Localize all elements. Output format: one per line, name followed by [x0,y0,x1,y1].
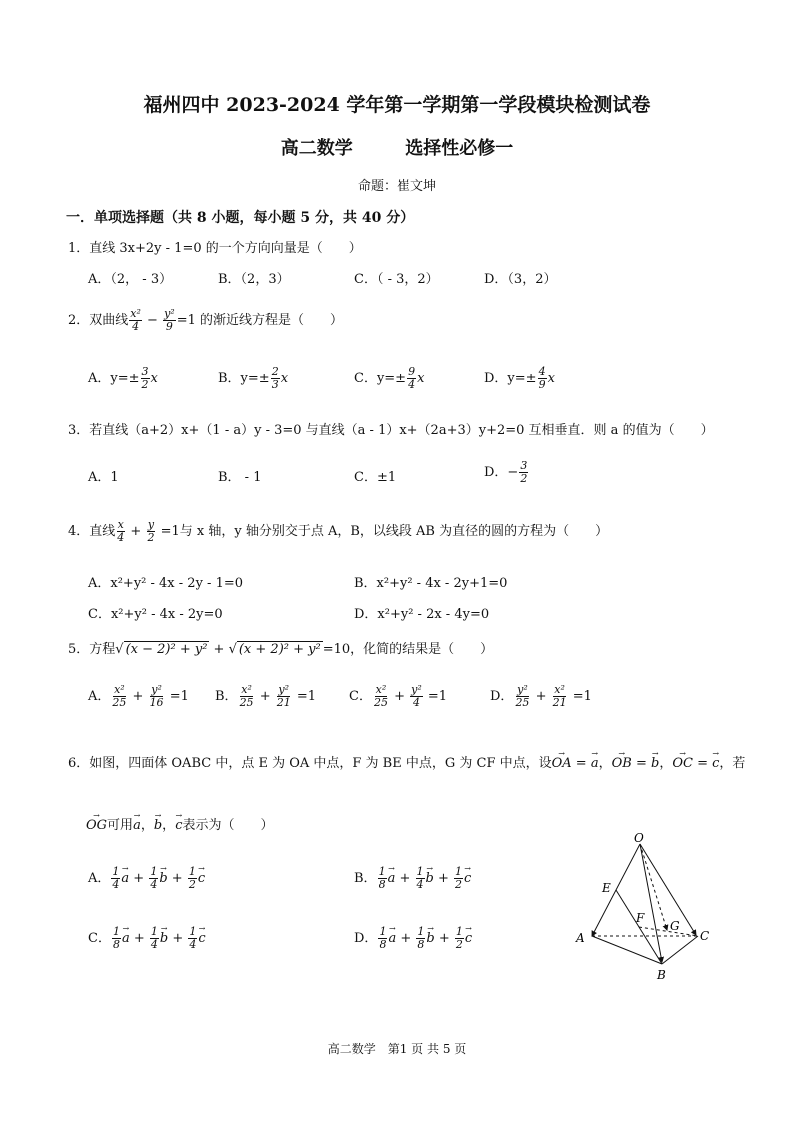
label-a: A [576,931,585,945]
q6-stem-line2: → OG可用→ a，→ b，→ c表示为（ ） [86,814,273,833]
exam-subtitle [0,134,794,160]
q4-option-d: D．x²+y² - 2x - 4y=0 [354,607,490,622]
q4-stem: 4．直线 $\frac{x}{4}$ + $\frac{y}{2}$ =1与 x 轴，y 轴分别交于点 A，B，以线段 AB 为直径的圆的方程为（ ） [68,518,609,544]
q3-stem: 3．若直线（a+2）x+（1 - a）y - 3=0 与直线（a - 1）x+（2a+3）y+2=0 互相垂直．则 a 的值为（ ） [68,423,714,438]
q6-option-b: B． $\frac{1}{8}$ → a + $\frac{1}{4}$ → b + $\frac{1}{2}$ → c [354,866,471,891]
q5-option-a: A． $\frac{\text{x²}}{25}$ + $\frac{\text{y²}}{16}$ =1 [88,683,189,709]
tetrahedron-figure [570,832,720,982]
q5-option-d: D． $\frac{\text{y²}}{25}$ + $\frac{\text{x²}}{21}$ =1 [490,683,592,709]
edge-bc [662,936,698,964]
edge-ab [592,936,662,964]
author: 命题：崔文坤 [357,179,436,194]
q6-option-d: D． $\frac{1}{8}$ → a + $\frac{1}{8}$ → b + $\frac{1}{2}$ → c [354,926,472,951]
q4-option-a: A．x²+y² - 4x - 2y - 1=0 [88,576,244,591]
q5-stem: 5．方程√ (x − 2)² + y² + √ (x + 2)² + y² =10，化简的结果是（ ） [68,642,494,657]
q5-option-c: C． $\frac{\text{x²}}{25}$ + $\frac{\text{y²}}{4}$ =1 [349,683,448,709]
segment-cf [639,927,698,936]
label-b: B [657,968,666,982]
q6-stem: 6．如图，四面体 OABC 中，点 E 为 OA 中点，F 为 BE 中点，G 为 CF 中点，设→ OA = → a，→ OB = → b，→ OC = → c，若 [68,752,745,771]
label-o: O [634,832,644,845]
exam-title: 福州四中 2023-2024 学年第一学期第一学段模块检测试卷 [143,94,651,116]
q2-stem: 2．双曲线 $\frac{\text{x²}}{4}$ − $\frac{\text{y²}}{9}$ =1 的渐近线方程是（ ） [68,307,343,333]
q3-option-d: D．− $\frac{3}{2}$ [484,459,528,485]
label-f: F [636,911,645,925]
q1-option-d: D．（3，2） [484,272,557,287]
q2-option-a: A．y=± $\frac{3}{2}$ x [88,365,158,391]
q3-option-c: C．±1 [354,470,397,485]
q4-option-b: B．x²+y² - 4x - 2y+1=0 [354,576,508,591]
subject: 高二数学 [280,138,353,159]
section-heading: 一．单项选择题（共 8 小题，每小题 5 分，共 40 分） [66,210,415,226]
q1-option-b: B．（2，3） [218,272,290,287]
q2-option-d: D．y=± $\frac{4}{9}$ x [484,365,555,391]
q1-stem: 1．直线 3x+2y - 1=0 的一个方向向量是（ ） [68,241,362,256]
q6-option-a: A． $\frac{1}{4}$ → a + $\frac{1}{4}$ → b + $\frac{1}{2}$ → c [88,866,205,891]
label-g: G [670,919,680,933]
page-footer: 高二数学 第1 页 共 5 页 [327,1042,467,1056]
q3-option-a: A．1 [88,470,119,485]
q2-option-c: C．y=± $\frac{9}{4}$ x [354,365,425,391]
q2-option-b: B．y=± $\frac{2}{3}$ x [218,365,289,391]
course: 选择性必修一 [405,138,514,159]
q3-option-b: B． - 1 [218,470,262,485]
label-c: C [700,929,710,943]
label-e: E [602,881,611,895]
q5-option-b: B． $\frac{\text{x²}}{25}$ + $\frac{\text{y²}}{21}$ =1 [215,683,317,709]
q1-option-a: A．（2， - 3） [88,272,173,287]
q4-option-c: C．x²+y² - 4x - 2y=0 [88,607,223,622]
q6-option-c: C． $\frac{1}{8}$ → a + $\frac{1}{4}$ → b + $\frac{1}{4}$ → c [88,926,206,951]
q1-option-c: C．（ - 3，2） [354,272,439,287]
